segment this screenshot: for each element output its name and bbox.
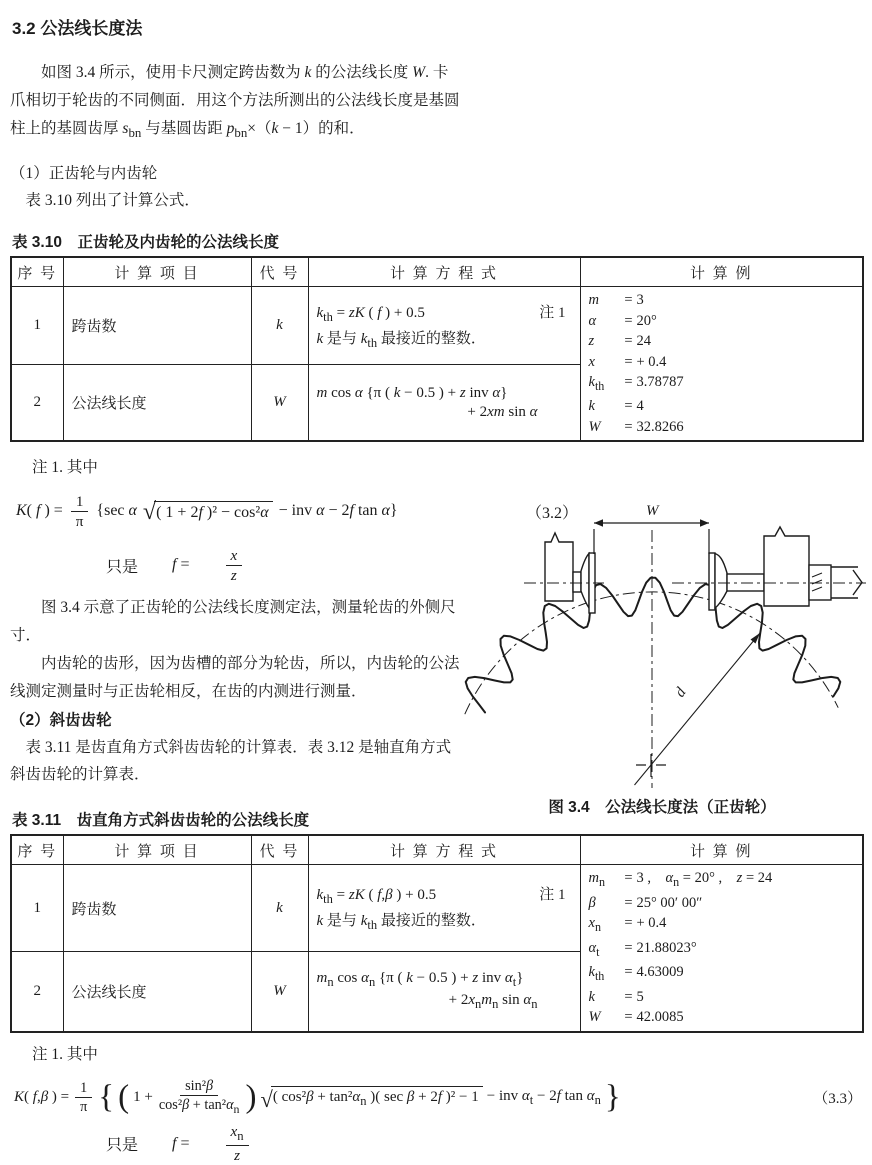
note-reference: 注 1 [539, 887, 566, 904]
figure-description-paragraph: 图 3.4 示意了正齿轮的公法线长度测定法，测量轮齿的外侧尺寸． [10, 599, 456, 645]
col-header-example: 计 算 例 [580, 835, 863, 865]
intro-paragraph: 如图 3.4 所示，使用卡尺测定跨齿数为 k 的公法线长度 W. 卡爪相切于轮齿的不同侧面．用这个方法所测出的公法线长度是基圆柱上的基圆齿厚 $s_{bn}$ 与基圆齿距 $p_{bn}\times(k - 1)$的和． [10, 64, 460, 141]
table-3-11-header-row [11, 835, 863, 865]
caliper-right-jaw [709, 527, 862, 610]
section-1-text: 表 3.10 列出了计算公式． [25, 192, 200, 210]
row-formula: $k_{th}$ = zK ( f ) + 0.5 注 1 k 是与 $k_{th}$ 最接近的整数． [308, 287, 580, 365]
page-title: 3.2 公法线长度法 [12, 19, 143, 38]
row-formula: $k_{th}$ = zK ( f,β ) + 0.5 注 1 k 是与 $k_{th}$ 最接近的整数． [308, 865, 580, 952]
section-2-text: 表 3.11 是齿直角方式斜齿齿轮的计算表．表 3.12 是轴直角方式斜齿齿轮的计算表． [10, 739, 452, 784]
col-header-formula: 计 算 方 程 式 [308, 257, 580, 287]
col-header-no: 序 号 [11, 835, 63, 865]
row-symbol: k [251, 865, 308, 952]
radical: √ ( $\cos^2\beta + \tan^2\alpha_n$ )( sec β + 2f )² − 1 [260, 1086, 482, 1109]
eq-lhs: K( f ) = [16, 502, 63, 520]
table-3-10 [10, 256, 864, 442]
equation-3-2: K( f ) = $\frac{1}{\pi}$ {sec α √ ( 1 + 2f )² − cos²α − inv α − 2f tan α} （3.2） [16, 488, 582, 534]
radius-d-line [635, 633, 761, 785]
row-formula: m cos α {π ( k − 0.5 ) + z inv α} + 2xm sin α [308, 365, 580, 442]
row-no: 1 [11, 865, 63, 952]
radical: √ ( 1 + 2f )² − cos²α [143, 501, 273, 523]
note-reference: 注 1 [539, 304, 566, 321]
figure-3-4 [454, 496, 870, 817]
fraction-x-over-z: $\frac{x}{z}$ [226, 547, 243, 585]
col-header-no: 序 号 [11, 257, 63, 287]
f-definition-3-3: 只是 f = $\frac{x_n}{z}$ [106, 1123, 864, 1165]
col-header-formula: 计 算 方 程 式 [308, 835, 580, 865]
example-values: m = 3 α = 20° z = 24 x = + 0.4 $k_{th}$ = 3.78787 k = 4 W = 32.8266 [588, 292, 684, 435]
equation-number: （3.2） [525, 504, 578, 522]
equation-number: （3.3） [813, 1091, 862, 1108]
row-no: 2 [11, 365, 63, 442]
f-definition-3-2: 只是 f = $\frac{x}{z}$ [106, 544, 864, 586]
table-3-11 [10, 834, 864, 1032]
table-3-10-title: 表 3.10 正齿轮及内齿轮的公法线长度 [12, 234, 279, 252]
note-1-label: 注 1. 其中 [32, 1045, 98, 1063]
d-label: d [672, 684, 690, 701]
caliper-left-jaw [545, 533, 595, 613]
eq-lhs: K( f,β ) = [14, 1089, 70, 1106]
row-item: 公法线长度 [63, 952, 251, 1032]
inner-fraction: $\frac{\text{sin²β}}{\cos^2\beta + \tan^2\alpha_n}$ [158, 1078, 240, 1117]
note-1-label: 注 1. 其中 [32, 459, 98, 477]
row-item: 跨齿数 [63, 865, 251, 952]
section-2-heading: （2）斜齿齿轮 [10, 712, 112, 730]
table-row [11, 865, 863, 952]
figure-3-4-caption: 图 3.4 公法线长度法（正齿轮） [548, 799, 776, 816]
row-symbol: W [251, 952, 308, 1032]
table-3-11-title: 表 3.11 齿直角方式斜齿齿轮的公法线长度 [12, 812, 310, 830]
row-symbol: W [251, 365, 308, 442]
row-formula: $m_n$ $\cos \alpha_n$ {π ( k − 0.5 ) + z inv $\alpha_t$} + $2x_nm_n$ $\sin \alpha_n$ [308, 952, 580, 1032]
fraction-1-over-pi: $\frac{1}{\pi}$ [71, 493, 89, 531]
row-no: 1 [11, 287, 63, 365]
row-item: 跨齿数 [63, 287, 251, 365]
internal-gear-paragraph: 内齿轮的齿形，因为齿槽的部分为轮齿，所以，内齿轮的公法线测定测量时与正齿轮相反，在齿的内测进行测量． [10, 655, 460, 701]
table-3-10-header-row [11, 257, 863, 287]
row-item: 公法线长度 [63, 365, 251, 442]
col-header-symbol: 代 号 [251, 835, 308, 865]
col-header-symbol: 代 号 [251, 257, 308, 287]
example-values: $m_n$ = 3 , $\alpha_n = 20^\circ$ , z = 24 β = 25° 00′ 00″ $x_n$ = + 0.4 $\alpha_t$ = 21.88023° $k_{th}$ = 4.63009 k = 5 W = 42.0085 [588, 870, 773, 1026]
col-header-example: 计 算 例 [580, 257, 863, 287]
row-symbol: k [251, 287, 308, 365]
section-1-heading: （1）正齿轮与内齿轮 [10, 165, 158, 183]
equation-3-3: K( f,β ) = $\frac{1}{\pi}$ { ( 1 + $\frac{\text{sin²β}}{\cos^2\beta + \tan^2\alpha_n}$ ) √ ( $\cos^2\beta + \tan^2\alpha_n$ )( sec β + 2f )² − 1 − inv $\alpha_t - 2f$ $\tan \alpha_n$ } （3.3） [14, 1075, 866, 1121]
col-header-item: 计 算 项 目 [63, 257, 251, 287]
example-cell [580, 287, 863, 442]
example-cell [580, 865, 863, 1032]
gear-figure-svg [454, 496, 870, 788]
table-row [11, 287, 863, 365]
row-no: 2 [11, 952, 63, 1032]
fraction-xn-over-z: $\frac{x_n}{z}$ [226, 1123, 249, 1164]
w-label: W [646, 503, 659, 519]
fraction-1-over-pi: $\frac{1}{\pi}$ [75, 1080, 92, 1116]
col-header-item: 计 算 项 目 [63, 835, 251, 865]
